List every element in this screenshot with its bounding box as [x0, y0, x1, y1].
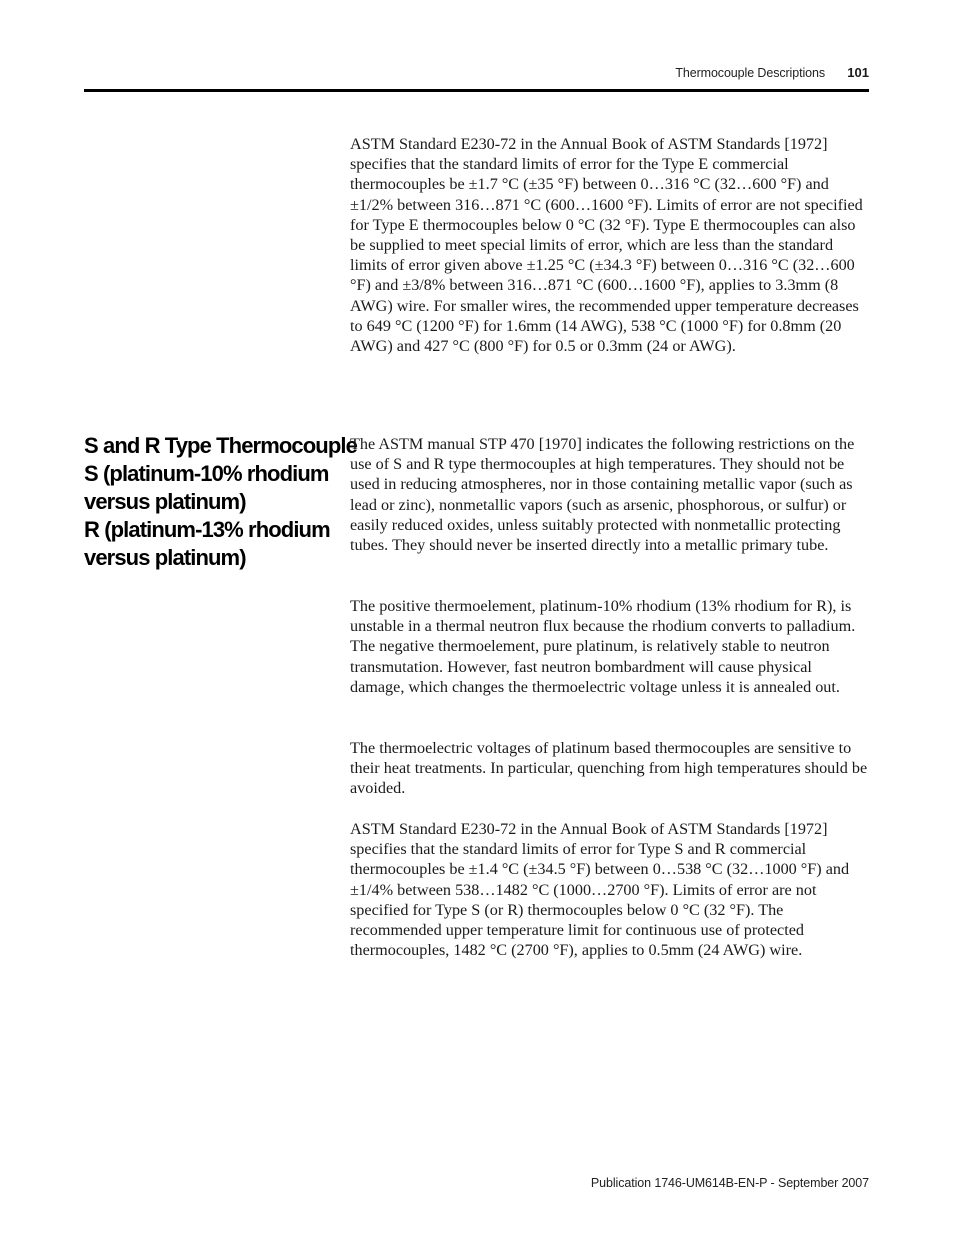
page-number: 101	[847, 65, 869, 80]
heading-line: S and R Type Thermocouple	[84, 433, 357, 458]
paragraph-text: The positive thermoelement, platinum-10% rhodium (13% rhodium for R), is unstable in a thermal neutron flux because the rhodium converts to palladium. The negative thermoelement, pure platinum, is relatively stable to neutron transmutation. However, fast neutron bombardment will cause physical damage, which changes the thermoelectric voltage unless it is annealed out.	[350, 597, 856, 696]
paragraph-text: The ASTM manual STP 470 [1970] indicates the following restrictions on the use of S and R type thermocouples at high temperatures. They should not be used in reducing atmospheres, nor in those containing metallic vapor (such as lead or zinc), nonmetallic vapors (such as arsenic, phosphorous, or sulfur) or easily reduced oxides, unless suitably protected with nonmetallic protecting tubes. They should never be inserted directly into a metallic primary tube.	[350, 435, 855, 555]
paragraph-text: ASTM Standard E230-72 in the Annual Book of ASTM Standards [1972] specifies that the standard limits of error for the Type E commercial thermocouples be ±1.7 °C (±35 °F) between 0…316 °C (32…600 °F) and ±1/2% between 316…871 °C (600…1600 °F). Limits of error are not specified for Type E thermocouples below 0 °C (32 °F). Type E thermocouples can also be supplied to meet special limits of error, which are less than the standard limits of error given above ±1.25 °C (±34.3 °F) between 0…316 °C (32…600 °F) and ±3/8% between 316…871 °C (600…1600 °F), applies to 3.3mm (8 AWG) wire. For smaller wires, the recommended upper temperature decreases to 649 °C (1200 °F) for 1.6mm (14 AWG), 538 °C (1000 °F) for 0.8mm (20 AWG) and 427 °C (800 °F) for 0.5 or 0.3mm (24 or AWG).	[350, 135, 863, 356]
paragraph-text: The thermoelectric voltages of platinum based thermocouples are sensitive to their heat treatments. In particular, quenching from high temperatures should be avoided.	[350, 739, 868, 798]
s-r-limits-paragraph	[350, 819, 870, 960]
running-header-section: Thermocouple Descriptions	[675, 66, 825, 80]
s-r-restrictions-paragraph	[350, 434, 870, 555]
page-header	[84, 64, 869, 84]
s-r-heat-treatment-paragraph	[350, 738, 870, 799]
s-r-neutron-flux-paragraph	[350, 596, 870, 697]
page-footer-publication: Publication 1746-UM614B-EN-P - September 2007	[590, 1176, 869, 1190]
type-e-limits-paragraph	[350, 134, 870, 356]
paragraph-text: ASTM Standard E230-72 in the Annual Book of ASTM Standards [1972] specifies that the standard limits of error for Type S and R commercial thermocouples be ±1.4 °C (±34.5 °F) between 0…538 °C (32…1000 °F) and ±1/4% between 538…1482 °C (1000…2700 °F). Limits of error are not specified for Type S (or R) thermocouples below 0 °C (32 °F). The recommended upper temperature limit for continuous use of protected thermocouples, 1482 °C (2700 °F), applies to 0.5mm (24 AWG) wire.	[350, 820, 850, 960]
heading-line: versus platinum)	[84, 489, 246, 514]
heading-line: R (platinum-13% rhodium	[84, 517, 330, 542]
heading-line: S (platinum-10% rhodium	[84, 461, 329, 486]
header-rule	[84, 89, 869, 92]
heading-line: versus platinum)	[84, 545, 246, 570]
section-heading-s-and-r-type	[84, 432, 357, 572]
